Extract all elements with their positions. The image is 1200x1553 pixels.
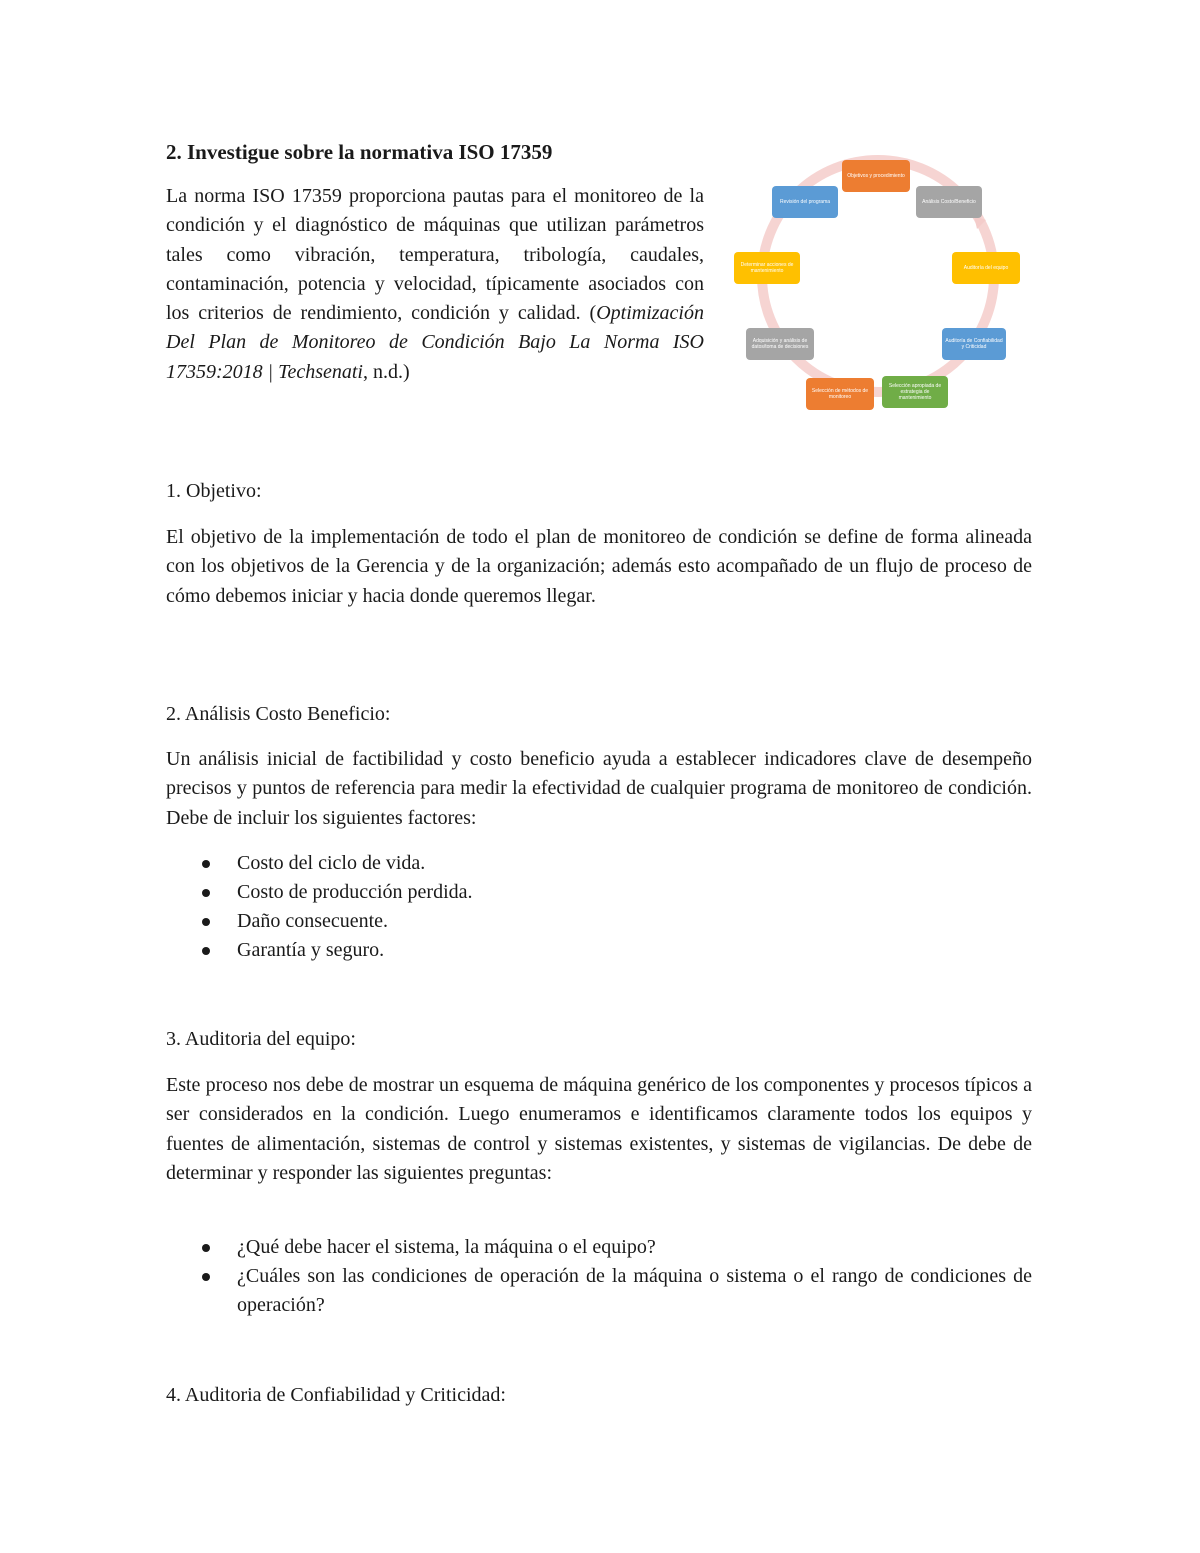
list-item-text: Costo del ciclo de vida. (237, 852, 426, 874)
bullet-icon (202, 860, 210, 868)
cycle-node-5 (882, 376, 948, 408)
list-item-text: Daño consecuente. (237, 910, 389, 932)
objetivo-paragraph: El objetivo de la implementación de todo el plan de monitoreo de condición se define de forma alineada con los objetivos de la Gerencia y de la organización; además esto acompañado de un flujo de proceso de cómo debemos iniciar y hacia donde queremos llegar. (166, 526, 1032, 607)
costo-paragraph: Un análisis inicial de factibilidad y costo beneficio ayuda a establecer indicadores clave de desempeño precisos y puntos de referencia para medir la efectividad de cualquier programa de monitoreo de condición. Debe de incluir los siguientes factores: (166, 748, 1032, 829)
cycle-node-8 (734, 252, 800, 284)
cycle-node-6-label: Selección de métodos de monitoreo (811, 388, 869, 400)
list-item-text: ¿Cuáles son las condiciones de operación de la máquina o sistema o el rango de condiciones de operación? (237, 1265, 1032, 1316)
list-item (166, 936, 1032, 965)
cycle-node-8-label: Determinar acciones de mantenimiento (740, 262, 794, 274)
list-item-text: Costo de producción perdida. (237, 881, 473, 903)
bullet-icon (202, 918, 210, 926)
cycle-node-4-label: Auditoría de Confiabilidad y Criticidad (945, 338, 1003, 350)
iso-cycle-diagram (728, 152, 1028, 414)
heading-objetivo: 1. Objetivo: (166, 480, 262, 502)
list-item (166, 878, 1032, 907)
cycle-node-6 (806, 378, 874, 410)
cycle-node-2 (916, 186, 982, 218)
citation-tail: , n.d.) (362, 360, 410, 383)
cycle-node-9 (772, 186, 838, 218)
cycle-node-1 (842, 160, 910, 192)
costo-factors-list (166, 849, 1032, 965)
list-item (166, 1262, 1032, 1320)
intro-text: La norma ISO 17359 proporciona pautas para el monitoreo de la condición y el diagnóstico de máquinas que utilizan parámetros tales como vibración, temperatura, tribología, caudales, contaminación, potencia y velocidad, típicamente asociados con los criterios de rendimiento, condición y calidad. (166, 185, 704, 325)
bullet-icon (202, 1273, 210, 1281)
section-title: 2. Investigue sobre la normativa ISO 17359 (166, 140, 553, 164)
cycle-node-7 (746, 328, 814, 360)
heading-costo-beneficio: 2. Análisis Costo Beneficio: (166, 703, 391, 725)
cycle-node-5-label: Selección apropiada de estrategia de mantenimiento (888, 383, 942, 401)
bullet-icon (202, 947, 210, 955)
cycle-node-3-label: Auditoría del equipo (963, 265, 1009, 271)
auditoria-questions-list (166, 1233, 1032, 1320)
cycle-node-7-label: Adquisición y análisis de datos/toma de decisiones (751, 338, 809, 350)
cycle-node-3 (952, 252, 1020, 284)
list-item-text: Garantía y seguro. (237, 939, 385, 961)
heading-confiabilidad-criticidad: 4. Auditoria de Confiabilidad y Criticidad: (166, 1384, 506, 1406)
bullet-icon (202, 1244, 210, 1252)
citation-open: ( (589, 302, 597, 325)
list-item-text: ¿Qué debe hacer el sistema, la máquina o el equipo? (237, 1236, 656, 1258)
bullet-icon (202, 889, 210, 897)
auditoria-paragraph: Este proceso nos debe de mostrar un esquema de máquina genérico de los componentes y procesos típicos a ser considerados en la condición. Luego enumeramos e identificamos claramente todos los equipos y fuentes de alimentación, sistemas de control y sistemas existentes, y sistemas de vigilancias. De debe de determinar y responder las siguientes preguntas: (166, 1074, 1032, 1184)
list-item (166, 1233, 1032, 1262)
citation-title: Optimización Del Plan de Monitoreo de Condición Bajo La Norma ISO 17359:2018 | Techsenati (166, 302, 704, 383)
intro-paragraph (166, 182, 704, 387)
cycle-node-1-label: Objetivos y procedimiento (847, 173, 905, 179)
heading-auditoria-equipo: 3. Auditoria del equipo: (166, 1028, 356, 1050)
cycle-node-2-label: Análisis Costo/Beneficio (922, 199, 976, 205)
list-item (166, 907, 1032, 936)
cycle-node-9-label: Revisión del programa (779, 199, 831, 205)
list-item (166, 849, 1032, 878)
cycle-node-4 (942, 328, 1006, 360)
